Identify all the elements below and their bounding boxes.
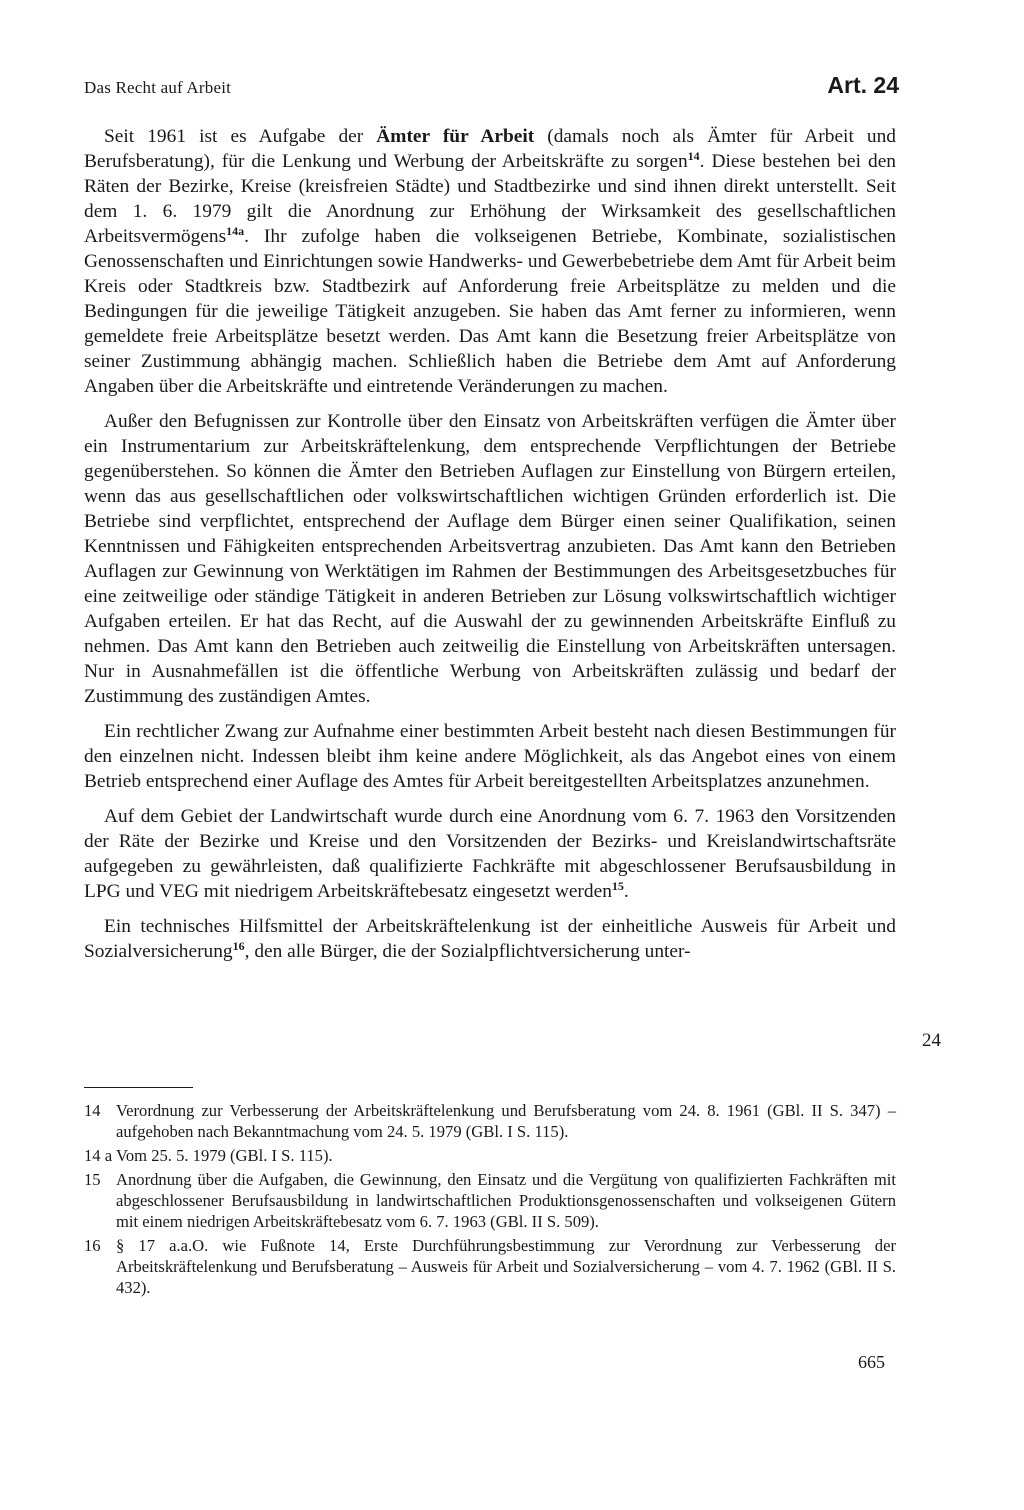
footnote-item bbox=[84, 1235, 896, 1298]
paragraph bbox=[84, 914, 896, 964]
paragraph bbox=[84, 124, 896, 399]
footnote-item bbox=[84, 1100, 896, 1142]
emphasis-term: Ämter für Arbeit bbox=[376, 126, 535, 147]
text-run: Ein technisches Hilfsmittel der Arbeitskräftelenkung ist der einheitliche Ausweis für Arbeit und Sozialversicherung bbox=[84, 916, 896, 962]
footnote-rule bbox=[84, 1087, 193, 1088]
footnote-text: § 17 a.a.O. wie Fußnote 14, Erste Durchführungsbestimmung zur Verordnung zur Verbesserung der Arbeitskräftelenkung und Berufsberatung – Ausweis für Arbeit und Sozialversicherung – vom 4. 7. 1962 (GBl. II S. 432). bbox=[116, 1236, 896, 1297]
footnote-item bbox=[84, 1145, 896, 1166]
footnote-text: Vom 25. 5. 1979 (GBl. I S. 115). bbox=[116, 1146, 333, 1165]
footnote-number: 15 bbox=[84, 1170, 101, 1189]
margin-number: 24 bbox=[922, 1030, 941, 1051]
text-run: . bbox=[623, 881, 629, 902]
text-run: . Diese bestehen bei den Räten der Bezirke, Kreise (kreisfreien Städte) und Stadtbezirke und sind ihnen direkt unterstellt. Seit dem 1. 6. 1979 gilt die Anordnung zur Erhöhung der Wirksamkeit des gesellschaftlichen Arbeitsvermögens bbox=[84, 151, 896, 247]
footnote-ref[interactable]: 15 bbox=[611, 879, 624, 893]
footnote-ref[interactable]: 16 bbox=[232, 939, 245, 953]
running-head: Das Recht auf Arbeit bbox=[84, 78, 232, 97]
text-run: . Ihr zufolge haben die volkseigenen Betriebe, Kombinate, sozialistischen Genossenschaften und Einrichtungen sowie Handwerks- und Gewerbebetriebe dem Amt für Arbeit beim Kreis oder Stadtkreis bzw. Stadtbezirk auf Anforderung freie Arbeitsplätze zu melden und die Bedingungen für die jeweilige Tätigkeit anzugeben. Sie haben das Amt ferner zu informieren, wenn gemeldete freie Arbeitsplätze besetzt werden. Das Amt kann die Besetzung freier Arbeitsplätze von seiner Zustimmung abhängig machen. Schließlich haben die Betriebe dem Amt auf Anforderung Angaben über die Arbeitskräfte und eintretende Veränderungen zu machen. bbox=[84, 226, 896, 397]
paragraph: Außer den Befugnissen zur Kontrolle über den Einsatz von Arbeitskräften verfügen die Ämter über ein Instrumentarium zur Arbeitskräftelenkung, dem entsprechende Verpflichtungen der Betriebe gegenüberstehen. So können die Ämter den Betrieben Auflagen zur Einstellung von Bürgern erteilen, wenn das aus gesellschaftlichen oder volkswirtschaftlichen wichtigen Gründen erforderlich ist. Die Betriebe sind verpflichtet, entsprechend der Auflage dem Bürger einen seiner Qualifikation, seinen Kenntnissen und Fähigkeiten entsprechenden Arbeitsvertrag anzubieten. Das Amt kann den Betrieben Auflagen zur Gewinnung von Werktätigen im Rahmen der Bestimmungen des Arbeitsgesetzbuches für eine zeitweilige oder ständige Tätigkeit in anderen Betrieben zur Lösung volkswirtschaftlich wichtiger Aufgaben erteilen. Er hat das Recht, auf die Auswahl der zu gewinnenden Arbeitskräfte Einfluß zu nehmen. Das Amt kann den Betrieben auch zeitweilig die Einstellung von Arbeitskräften untersagen. Nur in Ausnahmefällen ist die öffentliche Werbung von Arbeitskräften zulässig und bedarf der Zustimmung des zuständigen Amtes. bbox=[84, 411, 896, 707]
main-text bbox=[84, 124, 896, 974]
text-run: Auf dem Gebiet der Landwirtschaft wurde durch eine Anordnung vom 6. 7. 1963 den Vorsitzenden der Räte der Bezirke und Kreise und den Vorsitzenden der Bezirks- und Kreislandwirtschaftsräte aufgegeben zu gewährleisten, daß qualifizierte Fachkräfte mit abgeschlossener Berufsausbildung in LPG und VEG mit niedrigem Arbeitskräftebesatz eingesetzt werden bbox=[84, 806, 896, 902]
page-number: 665 bbox=[858, 1352, 885, 1372]
paragraph: Ein rechtlicher Zwang zur Aufnahme einer bestimmten Arbeit besteht nach diesen Bestimmungen für den einzelnen nicht. Indessen bleibt ihm keine andere Möglichkeit, als das Angebot eines von einem Betrieb entsprechend einer Auflage des Amtes für Arbeit bereitgestellten Arbeitsplatzes anzunehmen. bbox=[84, 721, 896, 792]
footnote-text: Anordnung über die Aufgaben, die Gewinnung, den Einsatz und die Vergütung von qualifizierten Fachkräften mit abgeschlossener Berufsausbildung in landwirtschaftlichen Produktionsgenossenschaften und volkseigenen Gütern mit einem niedrigen Arbeitskräftebesatz vom 6. 7. 1963 (GBl. II S. 509). bbox=[116, 1170, 896, 1231]
footnote-number: 14 a bbox=[84, 1146, 113, 1165]
text-run: (damals noch als Ämter für Arbeit und Berufsberatung), für die Lenkung und Werbung der Arbeitskräfte zu sorgen bbox=[84, 126, 896, 172]
footnotes bbox=[84, 1100, 896, 1301]
text-run: , den alle Bürger, die der Sozialpflichtversicherung unter- bbox=[244, 941, 691, 962]
article-label: Art. 24 bbox=[827, 72, 899, 98]
text-run: Seit 1961 ist es Aufgabe der bbox=[104, 126, 377, 147]
footnote-ref[interactable]: 14a bbox=[226, 224, 245, 238]
paragraph bbox=[84, 804, 896, 904]
footnote-ref[interactable]: 14 bbox=[687, 149, 700, 163]
footnote-number: 14 bbox=[84, 1101, 101, 1120]
footnote-item bbox=[84, 1169, 896, 1232]
footnote-text: Verordnung zur Verbesserung der Arbeitskräftelenkung und Berufsberatung vom 24. 8. 1961 (GBl. II S. 347) – aufgehoben nach Bekanntmachung vom 24. 5. 1979 (GBl. I S. 115). bbox=[116, 1101, 896, 1141]
footnote-number: 16 bbox=[84, 1236, 101, 1255]
